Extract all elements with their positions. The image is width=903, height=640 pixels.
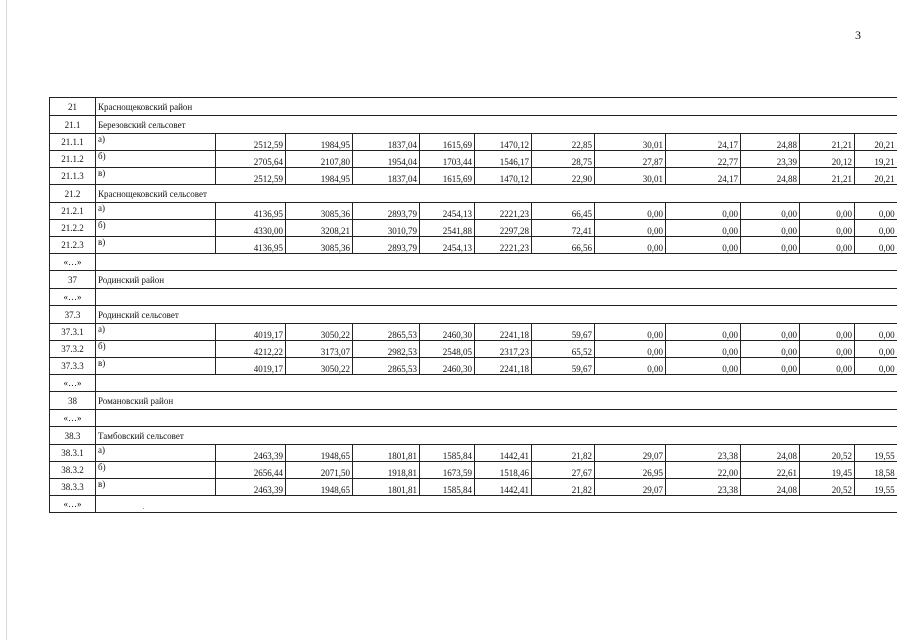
value-cell: 20,21	[855, 134, 897, 151]
ellipsis-row	[50, 375, 897, 392]
value-cell: 2982,53	[353, 341, 420, 358]
value-cell: 0,00	[741, 341, 800, 358]
variant-label: б)	[96, 462, 216, 479]
value-cell: 2548,05	[420, 341, 475, 358]
value-cell: 4136,95	[216, 237, 286, 254]
section-row	[50, 427, 897, 445]
value-cell: 24,17	[666, 134, 741, 151]
value-cell: 4019,17	[216, 358, 286, 375]
value-cell: 26,95	[595, 462, 666, 479]
row-code: 21.1.1	[50, 134, 96, 151]
value-cell: 1442,41	[475, 479, 532, 496]
value-cell: 4212,22	[216, 341, 286, 358]
value-cell: 20,21	[855, 168, 897, 185]
value-cell: 1673,59	[420, 462, 475, 479]
value-cell: 4330,00	[216, 220, 286, 237]
value-cell: 24,08	[741, 479, 800, 496]
value-cell: 19,55	[855, 445, 897, 462]
row-code: 21	[50, 98, 96, 116]
value-cell: 29,07	[595, 479, 666, 496]
value-cell: 0,00	[666, 341, 741, 358]
value-cell: 1801,81	[353, 479, 420, 496]
value-cell: 0,00	[595, 324, 666, 341]
row-code: 21.2	[50, 185, 96, 203]
section-title: Березовский сельсовет	[96, 116, 897, 134]
value-cell: 2241,18	[475, 358, 532, 375]
value-cell: 0,00	[741, 220, 800, 237]
value-cell: 3050,22	[286, 324, 353, 341]
value-cell: 23,38	[666, 479, 741, 496]
row-code: 21.2.2	[50, 220, 96, 237]
row-code: 37.3.1	[50, 324, 96, 341]
value-cell: 0,00	[800, 237, 855, 254]
value-cell: 2705,64	[216, 151, 286, 168]
value-cell: 2460,30	[420, 358, 475, 375]
value-cell: 24,88	[741, 134, 800, 151]
row-code: 21.2.1	[50, 203, 96, 220]
value-cell: 2241,18	[475, 324, 532, 341]
row-code: 37.3.2	[50, 341, 96, 358]
value-cell: 20,52	[800, 445, 855, 462]
value-cell: 1615,69	[420, 168, 475, 185]
value-cell: 0,00	[666, 203, 741, 220]
value-cell: 59,67	[532, 324, 595, 341]
variant-label: в)	[96, 168, 216, 185]
value-cell: 2865,53	[353, 324, 420, 341]
value-cell: 20,52	[800, 479, 855, 496]
value-cell: 24,08	[741, 445, 800, 462]
section-row	[50, 98, 897, 116]
row-code: 38.3	[50, 427, 96, 445]
data-row	[50, 479, 897, 496]
value-cell: 3085,36	[286, 203, 353, 220]
data-row	[50, 445, 897, 462]
value-cell: 19,45	[800, 462, 855, 479]
value-cell: 1837,04	[353, 134, 420, 151]
value-cell: 1442,41	[475, 445, 532, 462]
section-row	[50, 271, 897, 289]
value-cell: 2107,80	[286, 151, 353, 168]
value-cell: 0,00	[800, 220, 855, 237]
value-cell: 1585,84	[420, 445, 475, 462]
value-cell: 0,00	[666, 237, 741, 254]
value-cell: 0,00	[666, 324, 741, 341]
value-cell: 1837,04	[353, 168, 420, 185]
data-row	[50, 220, 897, 237]
value-cell: 2893,79	[353, 237, 420, 254]
row-code: 21.1.3	[50, 168, 96, 185]
value-cell: 30,01	[595, 168, 666, 185]
ellipsis-filler	[96, 410, 897, 427]
value-cell: 22,77	[666, 151, 741, 168]
section-title: Тамбовский сельсовет	[96, 427, 897, 445]
value-cell: 24,88	[741, 168, 800, 185]
data-row	[50, 168, 897, 185]
row-code: 38.3.3	[50, 479, 96, 496]
row-code: 21.1	[50, 116, 96, 134]
value-cell: 2463,39	[216, 445, 286, 462]
value-cell: 24,17	[666, 168, 741, 185]
section-title: Краснощековский сельсовет	[96, 185, 897, 203]
data-row	[50, 341, 897, 358]
row-code: «…»	[50, 375, 96, 392]
value-cell: 29,07	[595, 445, 666, 462]
value-cell: 22,85	[532, 134, 595, 151]
value-cell: 20,12	[800, 151, 855, 168]
value-cell: 0,00	[741, 237, 800, 254]
value-cell: 2512,59	[216, 134, 286, 151]
value-cell: 2071,50	[286, 462, 353, 479]
value-cell: 1615,69	[420, 134, 475, 151]
value-cell: 0,00	[855, 220, 897, 237]
variant-label: б)	[96, 220, 216, 237]
row-code: «…»	[50, 496, 96, 513]
ellipsis-filler	[96, 289, 897, 306]
page-number: 3	[855, 28, 861, 42]
value-cell: 0,00	[800, 203, 855, 220]
value-cell: 0,00	[855, 324, 897, 341]
value-cell: 1470,12	[475, 168, 532, 185]
data-row	[50, 134, 897, 151]
data-row	[50, 324, 897, 341]
ellipsis-filler	[96, 496, 897, 513]
value-cell: 1948,65	[286, 479, 353, 496]
value-cell: 2454,13	[420, 203, 475, 220]
value-cell: 1801,81	[353, 445, 420, 462]
value-cell: 72,41	[532, 220, 595, 237]
value-cell: 2317,23	[475, 341, 532, 358]
variant-label: в)	[96, 358, 216, 375]
value-cell: 1546,17	[475, 151, 532, 168]
row-code: 38	[50, 392, 96, 410]
data-row	[50, 358, 897, 375]
section-row	[50, 116, 897, 134]
row-code: «…»	[50, 254, 96, 271]
value-cell: 0,00	[595, 203, 666, 220]
data-row	[50, 462, 897, 479]
value-cell: 23,38	[666, 445, 741, 462]
value-cell: 0,00	[855, 358, 897, 375]
value-cell: 66,56	[532, 237, 595, 254]
value-cell: 27,87	[595, 151, 666, 168]
value-cell: 23,39	[741, 151, 800, 168]
value-cell: 0,00	[666, 358, 741, 375]
value-cell: 0,00	[741, 203, 800, 220]
variant-label: в)	[96, 237, 216, 254]
value-cell: 1984,95	[286, 168, 353, 185]
row-code: 37	[50, 271, 96, 289]
value-cell: 65,52	[532, 341, 595, 358]
value-cell: 21,21	[800, 168, 855, 185]
ellipsis-filler	[96, 375, 897, 392]
value-cell: 0,00	[855, 237, 897, 254]
value-cell: 2463,39	[216, 479, 286, 496]
value-cell: 3173,07	[286, 341, 353, 358]
value-cell: 3050,22	[286, 358, 353, 375]
row-code: 37.3	[50, 306, 96, 324]
value-cell: 2221,23	[475, 237, 532, 254]
ellipsis-row	[50, 410, 897, 427]
row-code: 37.3.3	[50, 358, 96, 375]
value-cell: 0,00	[666, 220, 741, 237]
value-cell: 18,58	[855, 462, 897, 479]
value-cell: 21,82	[532, 445, 595, 462]
value-cell: 30,01	[595, 134, 666, 151]
value-cell: 1954,04	[353, 151, 420, 168]
tariff-table	[49, 97, 897, 513]
value-cell: 2454,13	[420, 237, 475, 254]
value-cell: 1518,46	[475, 462, 532, 479]
data-row	[50, 151, 897, 168]
table-body	[50, 98, 897, 513]
variant-label: б)	[96, 151, 216, 168]
value-cell: 2297,28	[475, 220, 532, 237]
section-row	[50, 392, 897, 410]
section-row	[50, 306, 897, 324]
value-cell: 0,00	[855, 341, 897, 358]
value-cell: 1585,84	[420, 479, 475, 496]
data-row	[50, 203, 897, 220]
row-code: 38.3.2	[50, 462, 96, 479]
variant-label: а)	[96, 324, 216, 341]
value-cell: 2221,23	[475, 203, 532, 220]
value-cell: 3010,79	[353, 220, 420, 237]
value-cell: 22,61	[741, 462, 800, 479]
row-code: «…»	[50, 410, 96, 427]
value-cell: 4136,95	[216, 203, 286, 220]
ellipsis-row	[50, 254, 897, 271]
section-title: Краснощековский район	[96, 98, 897, 116]
value-cell: 3085,36	[286, 237, 353, 254]
value-cell: 0,00	[741, 324, 800, 341]
section-title: Романовский район	[96, 392, 897, 410]
ellipsis-row	[50, 289, 897, 306]
ellipsis-row	[50, 496, 897, 513]
value-cell: 19,21	[855, 151, 897, 168]
value-cell: 1948,65	[286, 445, 353, 462]
value-cell: 1918,81	[353, 462, 420, 479]
value-cell: 2865,53	[353, 358, 420, 375]
value-cell: 27,67	[532, 462, 595, 479]
value-cell: 2893,79	[353, 203, 420, 220]
section-title: Родинский сельсовет	[96, 306, 897, 324]
value-cell: 0,00	[595, 220, 666, 237]
row-code: «…»	[50, 289, 96, 306]
value-cell: 22,90	[532, 168, 595, 185]
value-cell: 0,00	[800, 324, 855, 341]
value-cell: 2512,59	[216, 168, 286, 185]
value-cell: 1470,12	[475, 134, 532, 151]
variant-label: а)	[96, 445, 216, 462]
row-code: 21.1.2	[50, 151, 96, 168]
value-cell: 2460,30	[420, 324, 475, 341]
value-cell: 0,00	[595, 237, 666, 254]
value-cell: 3208,21	[286, 220, 353, 237]
data-row	[50, 237, 897, 254]
section-row	[50, 185, 897, 203]
variant-label: а)	[96, 203, 216, 220]
value-cell: 0,00	[800, 358, 855, 375]
value-cell: 4019,17	[216, 324, 286, 341]
value-cell: 1984,95	[286, 134, 353, 151]
value-cell: 0,00	[595, 341, 666, 358]
value-cell: 2656,44	[216, 462, 286, 479]
variant-label: б)	[96, 341, 216, 358]
value-cell: 0,00	[855, 203, 897, 220]
ellipsis-filler	[96, 254, 897, 271]
value-cell: 19,55	[855, 479, 897, 496]
variant-label: в)	[96, 479, 216, 496]
value-cell: 0,00	[800, 341, 855, 358]
value-cell: 1703,44	[420, 151, 475, 168]
page-left-edge	[6, 0, 7, 640]
value-cell: 22,00	[666, 462, 741, 479]
variant-label: а)	[96, 134, 216, 151]
value-cell: 66,45	[532, 203, 595, 220]
value-cell: 0,00	[595, 358, 666, 375]
section-title: Родинский район	[96, 271, 897, 289]
row-code: 38.3.1	[50, 445, 96, 462]
row-code: 21.2.3	[50, 237, 96, 254]
value-cell: 0,00	[741, 358, 800, 375]
value-cell: 59,67	[532, 358, 595, 375]
value-cell: 28,75	[532, 151, 595, 168]
value-cell: 21,82	[532, 479, 595, 496]
value-cell: 21,21	[800, 134, 855, 151]
value-cell: 2541,88	[420, 220, 475, 237]
